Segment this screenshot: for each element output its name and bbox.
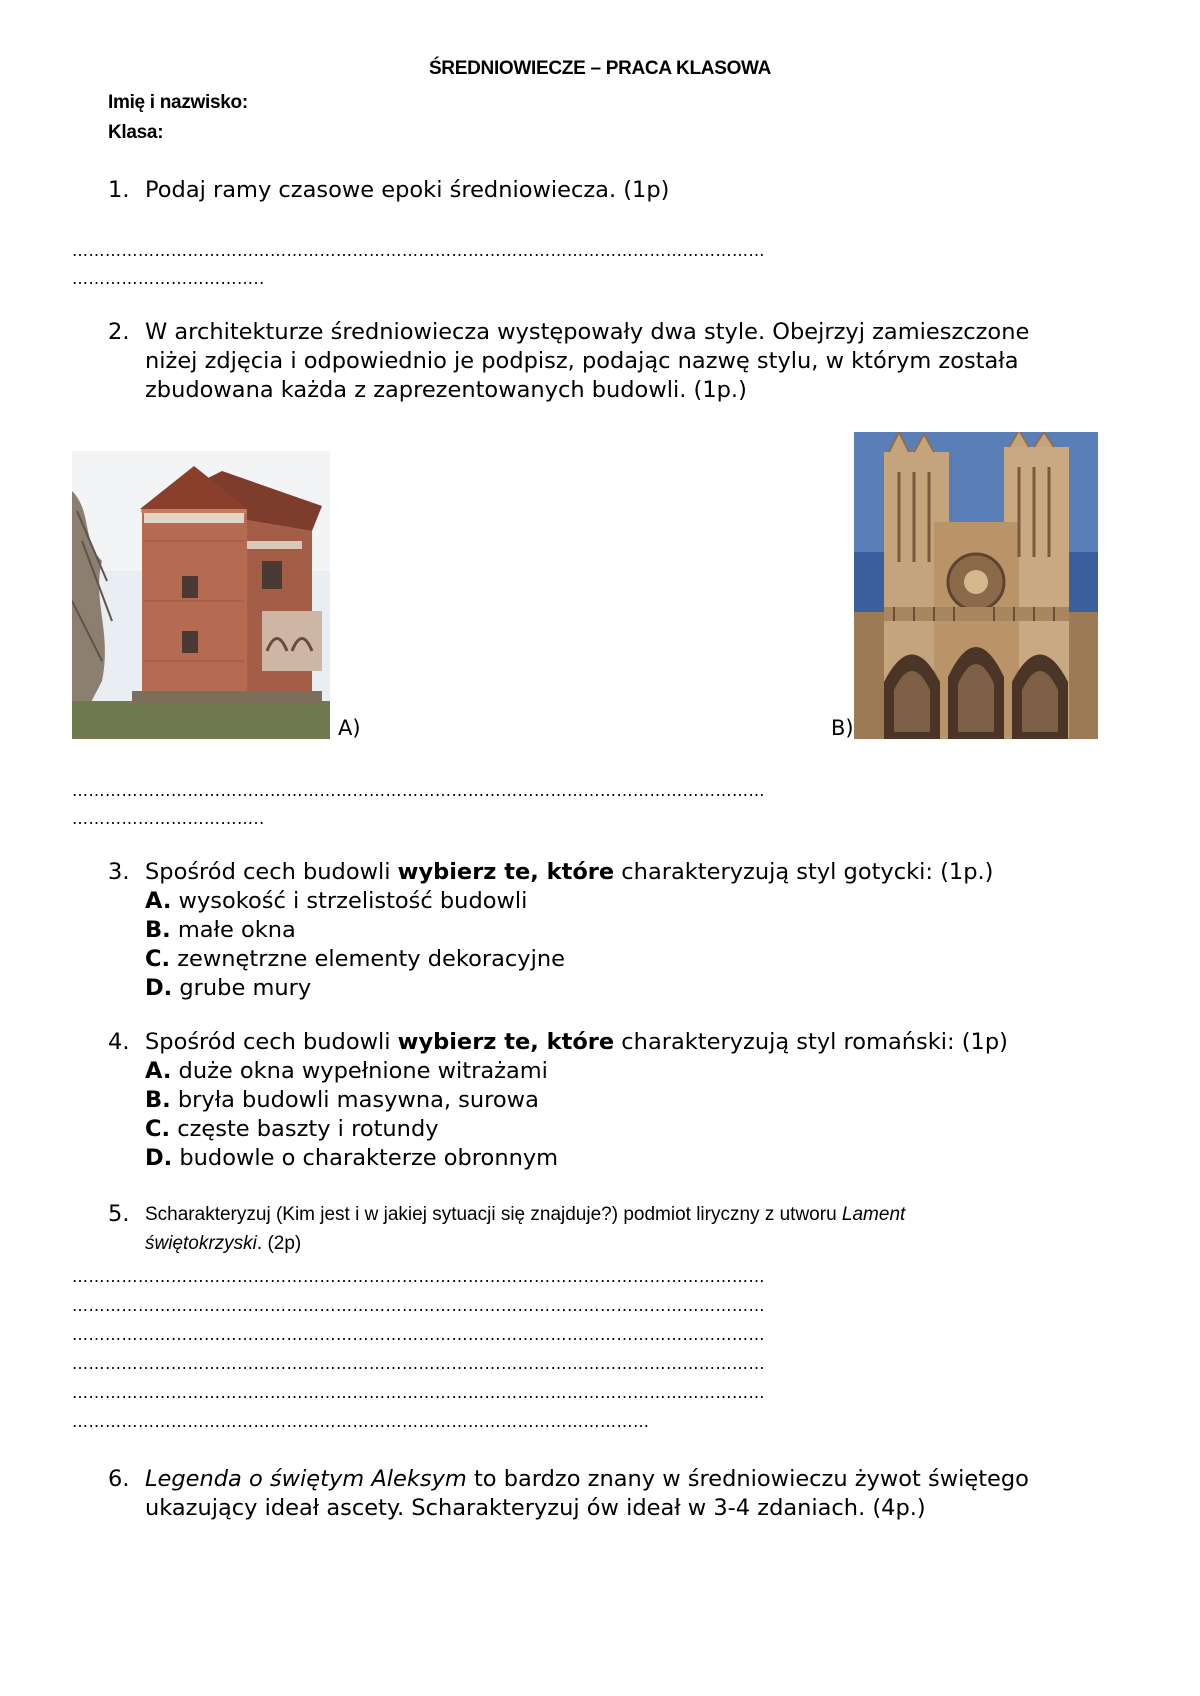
prompt-text: charakteryzują styl romański: (1p)	[614, 1029, 1008, 1055]
option-letter: A.	[145, 888, 172, 914]
question-number: 3.	[108, 859, 130, 885]
option-letter: D.	[145, 975, 173, 1001]
question-number: 2.	[108, 319, 130, 345]
prompt-text: Spośród cech budowli	[145, 859, 398, 885]
option-text: częste baszty i rotundy	[170, 1116, 439, 1142]
answer-line[interactable]: ………………………………………………………………………………………………………………	[72, 781, 765, 800]
answer-line[interactable]: ……………………………..	[72, 809, 265, 828]
question-text-line	[145, 1465, 1145, 1494]
option-d[interactable]	[145, 1144, 1145, 1173]
prompt-text: to bardzo znany w średniowieczu żywot świętego	[466, 1466, 1029, 1492]
option-letter: D.	[145, 1145, 173, 1171]
question-text	[145, 858, 1145, 1003]
option-a[interactable]	[145, 1057, 1145, 1086]
page-title: ŚREDNIOWIECZE – PRACA KLASOWA	[428, 58, 772, 79]
option-letter: A.	[145, 1058, 172, 1084]
work-title: świętokrzyski	[145, 1233, 257, 1254]
option-letter: C.	[145, 1116, 171, 1142]
work-title: Lament	[841, 1204, 906, 1225]
question-prompt	[145, 1028, 1145, 1057]
gothic-cathedral-photo	[854, 432, 1098, 739]
question-number: 6.	[108, 1466, 130, 1492]
option-c[interactable]	[145, 945, 1145, 974]
option-text: duże okna wypełnione witrażami	[171, 1058, 548, 1084]
option-a[interactable]	[145, 887, 1145, 916]
option-text: budowle o charakterze obronnym	[172, 1145, 559, 1171]
photo-label-b: B)	[831, 716, 854, 740]
option-text: zewnętrzne elementy dekoracyjne	[170, 946, 565, 972]
class-field-label: Klasa:	[108, 122, 164, 143]
question-text-line: niżej zdjęcia i odpowiednio je podpisz, podając nazwę stylu, w którym została	[145, 348, 1019, 374]
answer-line[interactable]: ……………………………..	[72, 269, 265, 288]
option-letter: B.	[145, 917, 171, 943]
question-number: 5.	[108, 1201, 130, 1227]
question-text-line: W architekturze średniowiecza występowały dwa style. Obejrzyj zamieszczone	[145, 319, 1030, 345]
question-text-line: zbudowana każda z zaprezentowanych budowli. (1p.)	[145, 377, 747, 403]
answer-line[interactable]: ………………………………………………………………………………………………………………	[72, 1325, 765, 1344]
answer-line[interactable]: ………………………………………………………………………………………………………………	[72, 1267, 765, 1286]
answer-line[interactable]: ………………………………………………………………………………………………………………	[72, 1383, 765, 1402]
option-b[interactable]	[145, 916, 1145, 945]
prompt-bold: wybierz te, które	[397, 859, 615, 885]
option-text: grube mury	[172, 975, 312, 1001]
prompt-bold: wybierz te, które	[397, 1029, 615, 1055]
question-text: Podaj ramy czasowe epoki średniowiecza. (1p)	[145, 177, 670, 203]
option-d[interactable]	[145, 974, 1145, 1003]
prompt-text: Scharakteryzuj (Kim jest i w jakiej sytuacji się znajduje?) podmiot liryczny z utworu	[145, 1204, 842, 1225]
question-prompt	[145, 858, 1145, 887]
option-letter: C.	[145, 946, 171, 972]
question-text-line: ukazujący ideał ascety. Scharakteryzuj ów ideał w 3-4 zdaniach. (4p.)	[145, 1495, 926, 1521]
answer-line[interactable]: ……………………………………………………………………………………………	[72, 1412, 650, 1431]
option-c[interactable]	[145, 1115, 1145, 1144]
question-text	[145, 1465, 1145, 1523]
prompt-text: . (2p)	[256, 1233, 302, 1254]
question-text	[145, 1200, 1145, 1258]
prompt-text: charakteryzują styl gotycki: (1p.)	[614, 859, 994, 885]
name-field-label: Imię i nazwisko:	[108, 92, 248, 113]
answer-line[interactable]: ………………………………………………………………………………………………………………	[72, 241, 765, 260]
photo-label-a: A)	[338, 716, 361, 740]
prompt-text: Spośród cech budowli	[145, 1029, 398, 1055]
question-text	[145, 1028, 1145, 1173]
answer-line[interactable]: ………………………………………………………………………………………………………………	[72, 1296, 765, 1315]
work-title: Legenda o świętym Aleksym	[145, 1466, 467, 1492]
question-number: 1.	[108, 177, 130, 203]
option-text: małe okna	[170, 917, 296, 943]
romanesque-building-photo	[72, 451, 330, 739]
option-text: wysokość i strzelistość budowli	[171, 888, 528, 914]
question-text	[145, 318, 1145, 405]
option-letter: B.	[145, 1087, 171, 1113]
option-b[interactable]	[145, 1086, 1145, 1115]
option-text: bryła budowli masywna, surowa	[170, 1087, 539, 1113]
answer-line[interactable]: ………………………………………………………………………………………………………………	[72, 1354, 765, 1373]
question-number: 4.	[108, 1029, 130, 1055]
